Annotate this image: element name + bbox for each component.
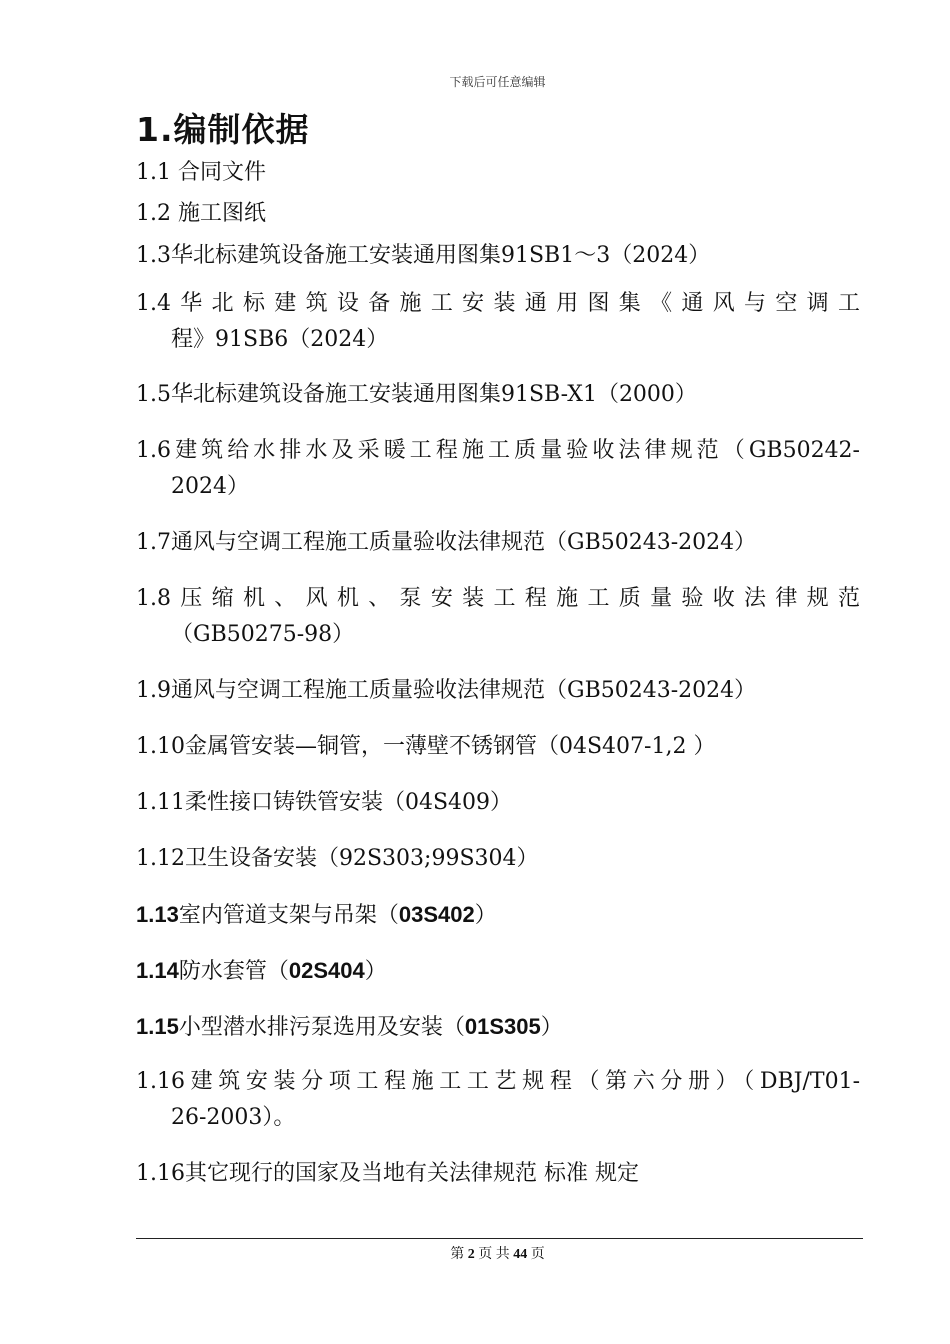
footer-suffix: 页 bbox=[530, 1247, 545, 1262]
list-item-code: 03S402 bbox=[398, 902, 475, 927]
list-item-continuation: 2024） bbox=[171, 474, 249, 499]
list-item-continuation: （GB50275-98） bbox=[171, 622, 355, 647]
list-item bbox=[136, 953, 860, 990]
list-item-text: 室内管道支架与吊架（ bbox=[178, 903, 399, 928]
list-item-number: 1.13 bbox=[136, 902, 179, 927]
footer-divider bbox=[136, 1238, 863, 1239]
list-item-end: ） bbox=[540, 1015, 563, 1040]
list-item bbox=[136, 1009, 860, 1046]
list-item: 1.9通风与空调工程施工质量验收法律规范（GB50243-2024） bbox=[136, 678, 757, 703]
list-item-code: 02S404 bbox=[288, 958, 365, 983]
list-item-code: 01S305 bbox=[464, 1014, 541, 1039]
list-item bbox=[136, 286, 860, 358]
list-item bbox=[136, 1064, 860, 1136]
list-item: 1.16其它现行的国家及当地有关法律规范 标准 规定 bbox=[136, 1161, 639, 1186]
section-heading: 1.编制依据 bbox=[136, 110, 310, 149]
list-item-end: ） bbox=[364, 959, 387, 984]
list-item: 1.3华北标建筑设备施工安装通用图集91SB1～3（2024） bbox=[136, 243, 711, 268]
list-item-number: 1.14 bbox=[136, 958, 179, 983]
footer-mid: 页 共 bbox=[478, 1247, 510, 1262]
list-item-end: ） bbox=[474, 903, 497, 928]
list-item-line: 1.6建筑给水排水及采暖工程施工质量验收法律规范（GB50242- bbox=[136, 438, 860, 463]
page-total: 44 bbox=[513, 1247, 528, 1262]
list-item: 1.5华北标建筑设备施工安装通用图集91SB-X1（2000） bbox=[136, 382, 697, 407]
list-item: 1.2 施工图纸 bbox=[136, 201, 266, 226]
list-item-line: 1.16建筑安装分项工程施工工艺规程（第六分册）（DBJ/T01- bbox=[136, 1069, 860, 1094]
list-item-continuation: 26-2003）。 bbox=[171, 1105, 296, 1130]
list-item: 1.7通风与空调工程施工质量验收法律规范（GB50243-2024） bbox=[136, 530, 757, 555]
list-item bbox=[136, 897, 860, 934]
list-item: 1.11柔性接口铸铁管安装（04S409） bbox=[136, 790, 513, 815]
page-number: 2 bbox=[467, 1247, 475, 1262]
list-item-number: 1.15 bbox=[136, 1014, 179, 1039]
footer-prefix: 第 bbox=[450, 1247, 465, 1262]
list-item bbox=[136, 581, 860, 653]
list-item-text: 小型潜水排污泵选用及安装（ bbox=[178, 1015, 465, 1040]
list-item-continuation: 程》91SB6（2024） bbox=[171, 327, 389, 352]
list-item: 1.10金属管安装—铜管，一薄壁不锈钢管（04S407-1,2 ） bbox=[136, 734, 716, 759]
list-item-line: 1.4华北标建筑设备施工安装通用图集《通风与空调工 bbox=[136, 291, 860, 316]
list-item-line: 1.8压缩机、风机、泵安装工程施工质量验收法律规范 bbox=[136, 586, 860, 611]
list-item bbox=[136, 433, 860, 505]
list-item-text: 防水套管（ bbox=[178, 959, 289, 984]
page-footer bbox=[0, 1243, 950, 1263]
header-note: 下载后可任意编辑 bbox=[449, 75, 546, 89]
list-item: 1.1 合同文件 bbox=[136, 160, 266, 185]
list-item: 1.12卫生设备安装（92S303;99S304） bbox=[136, 846, 539, 871]
